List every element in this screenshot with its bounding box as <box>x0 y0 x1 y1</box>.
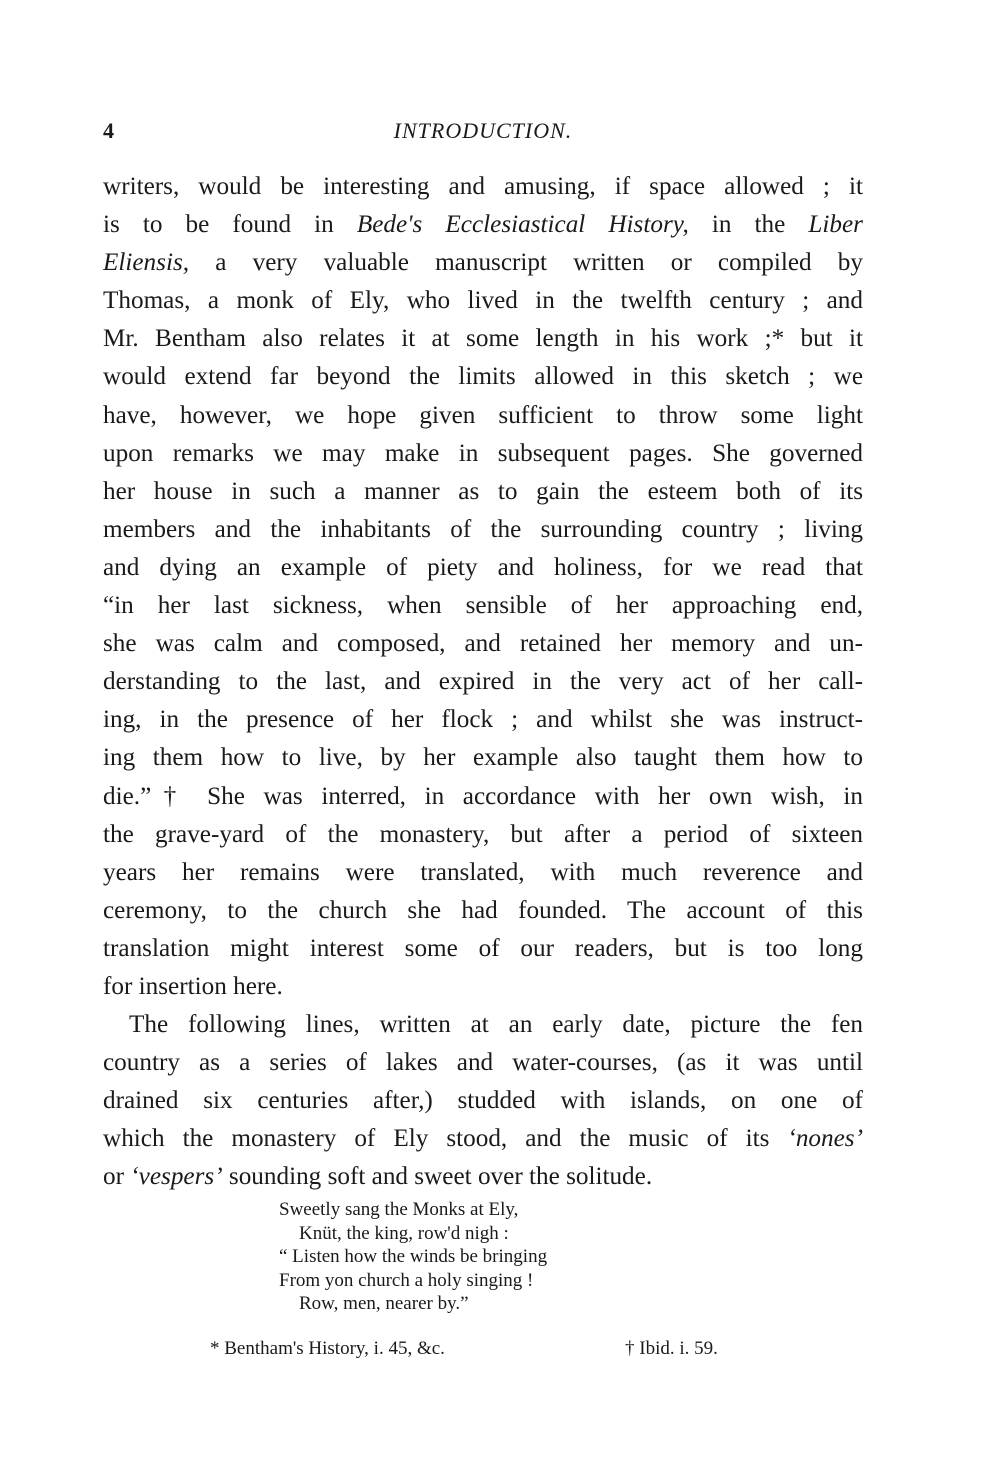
text-line: “in her last sickness, when sensible of her approaching end, <box>103 592 863 620</box>
poem-line: “ Listen how the winds be bringing <box>279 1246 548 1267</box>
poem <box>279 1198 699 1316</box>
text-line: drained six centuries after,) studded with islands, on one of <box>103 1087 863 1115</box>
text-line: and dying an example of piety and holiness, for we read that <box>103 553 863 581</box>
text-line: Thomas, a monk of Ely, who lived in the twelfth century ; and <box>103 287 863 315</box>
text-line: ing them how to live, by her example also taught them how to <box>103 744 863 772</box>
text-line: Mr. Bentham also relates it at some length in his work ;* but it <box>103 325 863 353</box>
text-line: ing, in the presence of her flock ; and whilst she was instruct- <box>103 706 863 734</box>
footnotes <box>210 1338 770 1366</box>
italic-term: ‘nones’ <box>787 1125 863 1153</box>
text-line: die.”† She was interred, in accordance with her own wish, in <box>103 782 863 810</box>
body-text <box>103 168 863 1197</box>
text-line: her house in such a manner as to gain the esteem both of its <box>103 477 863 505</box>
text-line: Eliensis, a very valuable manuscript written or compiled by <box>103 249 863 277</box>
text-line: ceremony, to the church she had founded. The account of this <box>103 896 863 924</box>
poem-line: From yon church a holy singing ! <box>279 1269 534 1291</box>
page-header <box>103 118 863 148</box>
text-line: years her remains were translated, with much reverence and <box>103 858 863 886</box>
text-line: have, however, we hope given sufficient to throw some light <box>103 401 863 429</box>
text-line: the grave-yard of the monastery, but after a period of sixteen <box>103 820 863 848</box>
running-title: INTRODUCTION. <box>393 118 573 143</box>
text-line: country as a series of lakes and water-courses, (as it was until <box>103 1049 863 1077</box>
text-line: The following lines, written at an early date, picture the fen <box>129 1011 863 1039</box>
page-number: 4 <box>103 118 114 143</box>
text-line: for insertion here. <box>103 972 283 1000</box>
text-line: would extend far beyond the limits allowed in this sketch ; we <box>103 363 863 391</box>
italic-term: ‘vespers’ <box>130 1163 223 1191</box>
poem-line: Sweetly sang the Monks at Ely, <box>279 1199 519 1220</box>
text-line: is to be found in Bede's Ecclesiastical History, in the Liber <box>103 211 863 239</box>
footnote-2: † Ibid. i. 59. <box>625 1338 718 1359</box>
text-line: members and the inhabitants of the surrounding country ; living <box>103 515 863 543</box>
text-line: derstanding to the last, and expired in the very act of her call- <box>103 668 863 696</box>
book-title: Liber <box>808 211 863 239</box>
poem-line: Knüt, the king, row'd nigh : <box>299 1222 509 1244</box>
poem-line: Row, men, nearer by.” <box>299 1293 469 1314</box>
book-title: Eliensis, <box>103 249 190 277</box>
text-line: writers, would be interesting and amusing, if space allowed ; it <box>103 173 863 200</box>
text-line: she was calm and composed, and retained her memory and un- <box>103 630 863 658</box>
footnote-1: * Bentham's History, i. 45, &c. <box>210 1338 445 1359</box>
paragraph-1 <box>103 168 863 1006</box>
text-line: upon remarks we may make in subsequent pages. She governed <box>103 439 863 467</box>
paragraph-2 <box>103 1006 863 1196</box>
book-title: Bede's Ecclesiastical History, <box>356 211 689 239</box>
text-line: or ‘vespers’ sounding soft and sweet over the solitude. <box>103 1163 653 1191</box>
text-line: which the monastery of Ely stood, and the music of its ‘nones’ <box>103 1125 863 1153</box>
text-line: translation might interest some of our readers, but is too long <box>103 934 863 962</box>
